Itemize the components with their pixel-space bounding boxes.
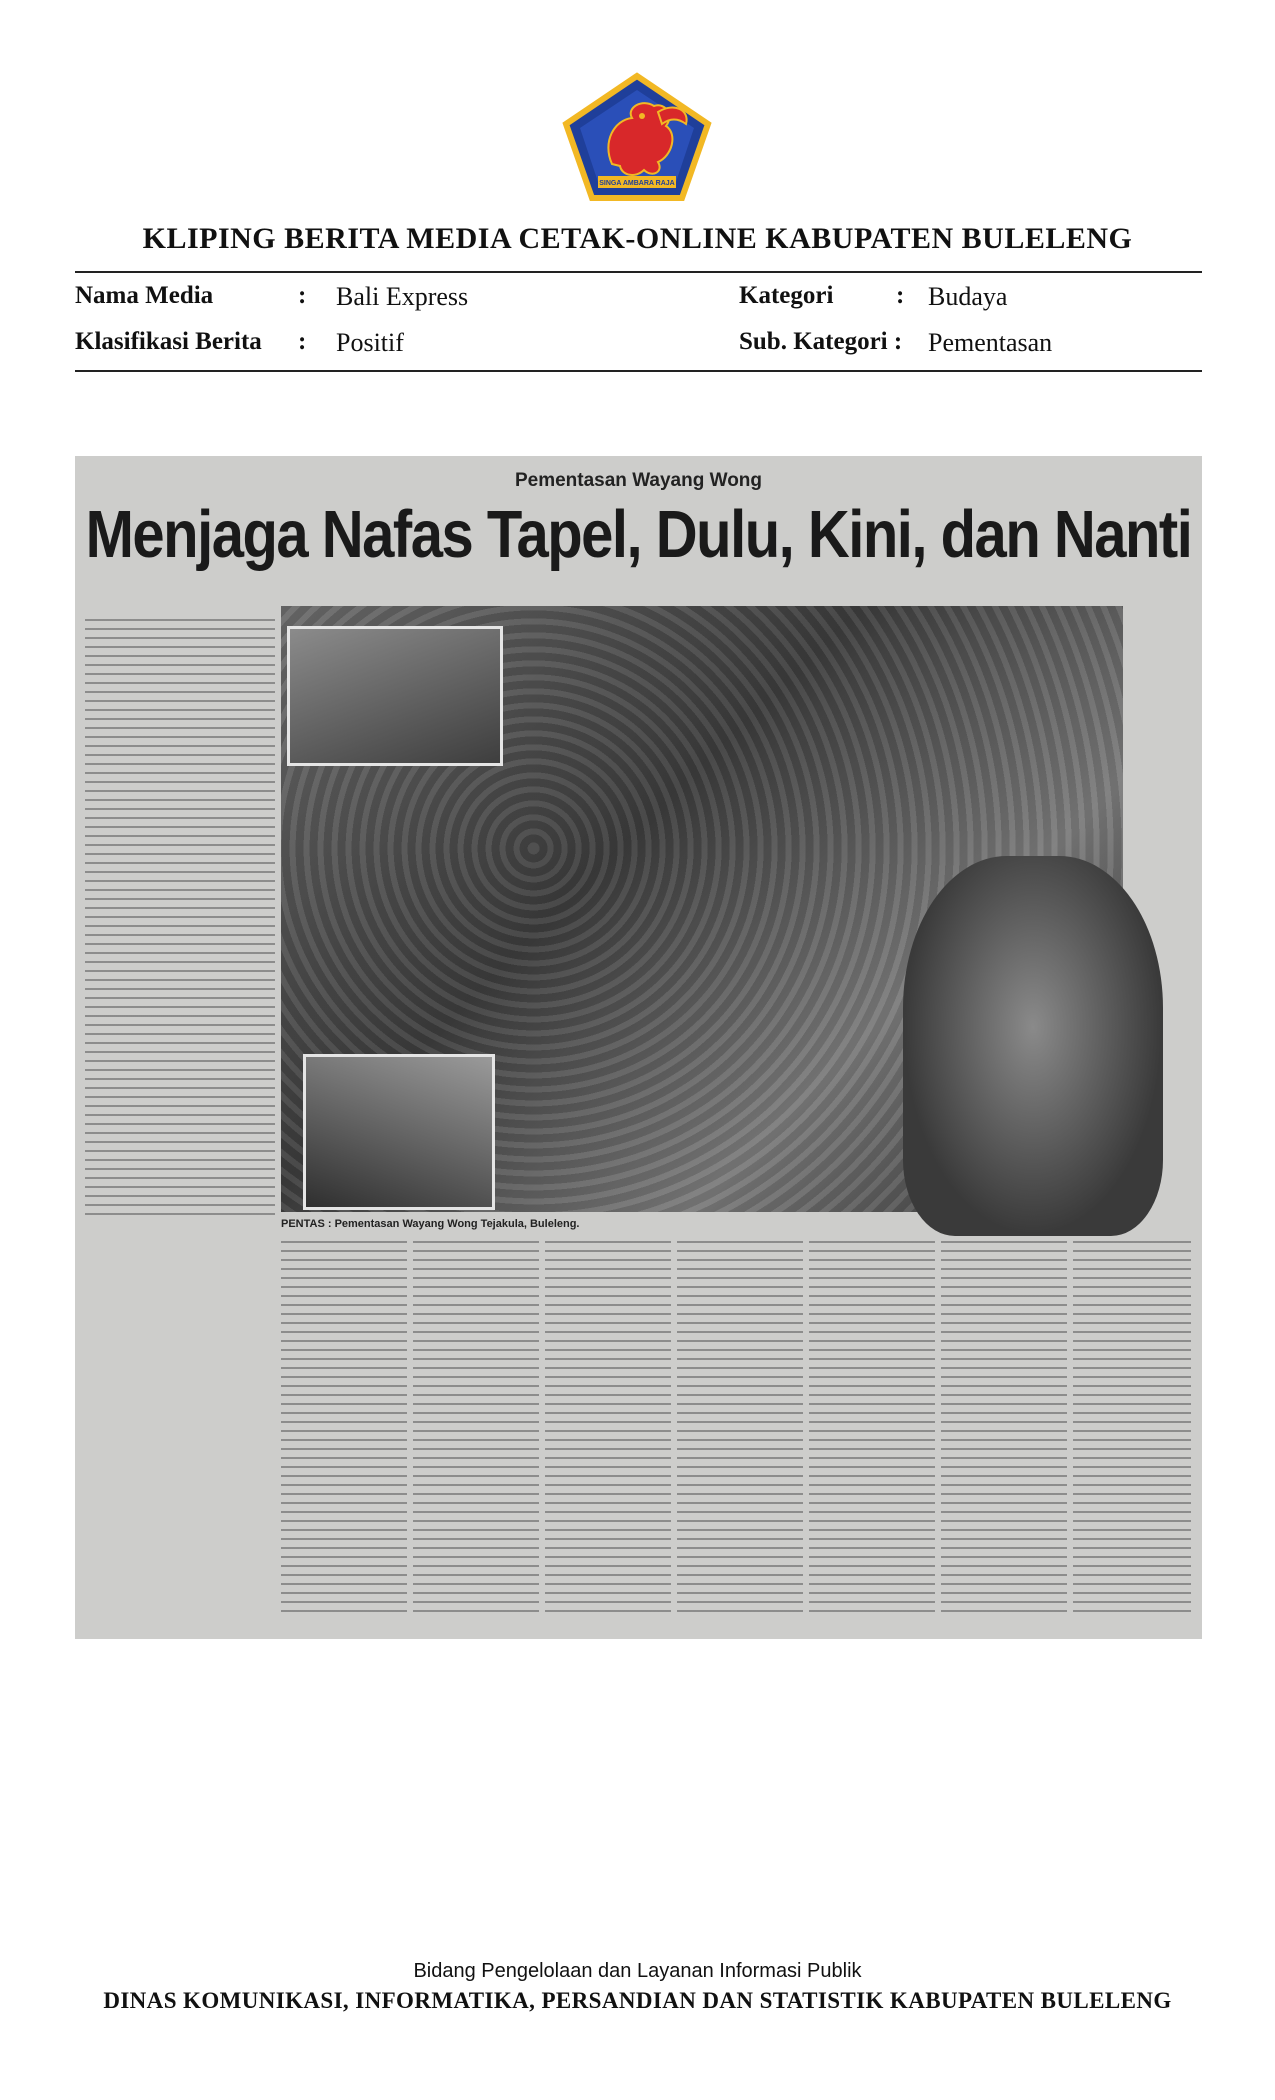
document-title: KLIPING BERITA MEDIA CETAK-ONLINE KABUPATEN BULELENG [142, 222, 1133, 255]
article-text-column [281, 1238, 407, 1618]
subkategori-value: Pementasan [928, 328, 1053, 357]
klasifikasi-colon: : [298, 328, 307, 355]
klasifikasi-value: Positif [336, 328, 404, 357]
subkategori-label: Sub. Kategori : [739, 328, 903, 355]
footer-agency: DINAS KOMUNIKASI, INFORMATIKA, PERSANDIAN DAN STATISTIK KABUPATEN BULELENG [103, 1988, 1172, 2013]
article-photo-mask-closeup [303, 1054, 495, 1210]
article-photo-masks [287, 626, 503, 766]
media-label: Nama Media [75, 282, 214, 309]
article-photo-dancer-cutout [903, 856, 1163, 1236]
kategori-label: Kategori [739, 282, 834, 309]
media-value: Bali Express [336, 282, 469, 311]
kategori-colon: : [896, 282, 905, 309]
article-text-column [677, 1238, 803, 1618]
article-text-column [545, 1238, 671, 1618]
article-text-column [809, 1238, 935, 1618]
photo-caption: PENTAS : Pementasan Wayang Wong Tejakula, Buleleng. [281, 1218, 580, 1230]
logo-motto: SINGA AMBARA RAJA [599, 180, 675, 187]
article-text-column-left [85, 616, 275, 1216]
article-kicker: Pementasan Wayang Wong [514, 470, 763, 491]
divider-bottom [75, 370, 1202, 372]
article-text-column [1073, 1238, 1191, 1618]
singa-ambara-raja-crest-icon [562, 72, 712, 202]
klasifikasi-label: Klasifikasi Berita [75, 328, 262, 355]
article-text-column [941, 1238, 1067, 1618]
newspaper-clipping [75, 456, 1202, 1639]
article-text-column [413, 1238, 539, 1618]
divider-top [75, 271, 1202, 273]
kategori-value: Budaya [928, 282, 1008, 311]
footer-department: Bidang Pengelolaan dan Layanan Informasi Publik [413, 1960, 862, 1982]
article-headline: Menjaga Nafas Tapel, Dulu, Kini, dan Nanti [85, 497, 1192, 572]
media-colon: : [298, 282, 307, 309]
